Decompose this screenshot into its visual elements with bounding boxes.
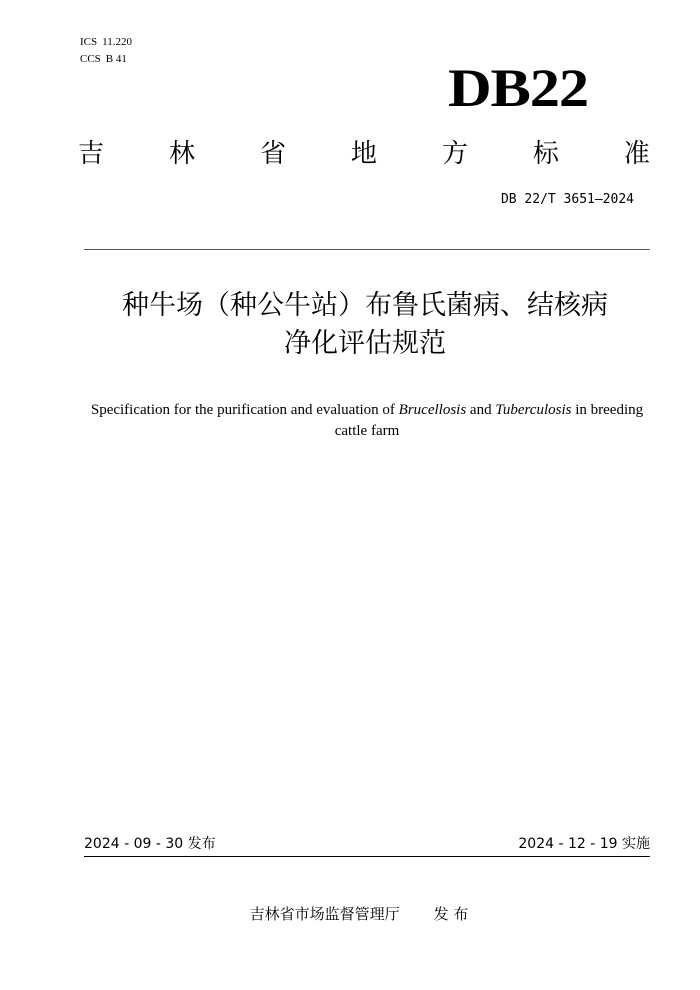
chinese-title-line2: 净化评估规范 bbox=[284, 328, 446, 359]
ics-code bbox=[80, 34, 132, 51]
standard-type-char: 吉 bbox=[78, 139, 105, 169]
ics-label: ICS bbox=[80, 36, 98, 48]
bottom-divider bbox=[84, 856, 650, 857]
publisher-org: 吉林省市场监督管理厅 bbox=[249, 905, 400, 923]
ccs-label: CCS bbox=[80, 53, 101, 65]
standard-type-char: 地 bbox=[350, 139, 377, 169]
top-divider bbox=[84, 249, 650, 250]
english-title-term1: Brucellosis bbox=[398, 402, 467, 418]
english-title-part3: in breeding cattle farm bbox=[334, 402, 644, 439]
publisher-line bbox=[0, 904, 700, 924]
english-title-term2: Tuberculosis bbox=[495, 402, 572, 418]
chinese-title-line1: 种牛场（种公牛站）布鲁氏菌病、结核病 bbox=[122, 290, 608, 321]
standard-type-char: 林 bbox=[168, 139, 195, 169]
issue-date: 2024 - 09 - 30 发布 bbox=[84, 836, 216, 852]
standard-type-title bbox=[78, 138, 650, 170]
ccs-value: B 41 bbox=[105, 53, 127, 65]
english-title-part1: Specification for the purification and evaluation of bbox=[90, 402, 399, 418]
classification-codes bbox=[80, 34, 132, 68]
effective-date: 2024 - 12 - 19 实施 bbox=[518, 836, 650, 852]
standard-type-char: 方 bbox=[441, 139, 468, 169]
english-title-part2: and bbox=[466, 402, 496, 418]
standard-type-char: 准 bbox=[623, 139, 650, 169]
db22-logo: DB22 bbox=[448, 58, 589, 118]
ccs-code bbox=[80, 51, 132, 68]
dates-row bbox=[84, 834, 650, 854]
ics-value: 11.220 bbox=[102, 36, 132, 48]
document-number: DB 22/T 3651—2024 bbox=[500, 192, 634, 207]
standard-type-char: 标 bbox=[532, 139, 559, 169]
english-title bbox=[84, 400, 650, 442]
chinese-title bbox=[60, 287, 670, 363]
standard-type-char: 省 bbox=[259, 139, 286, 169]
publisher-action: 发 布 bbox=[433, 905, 469, 923]
